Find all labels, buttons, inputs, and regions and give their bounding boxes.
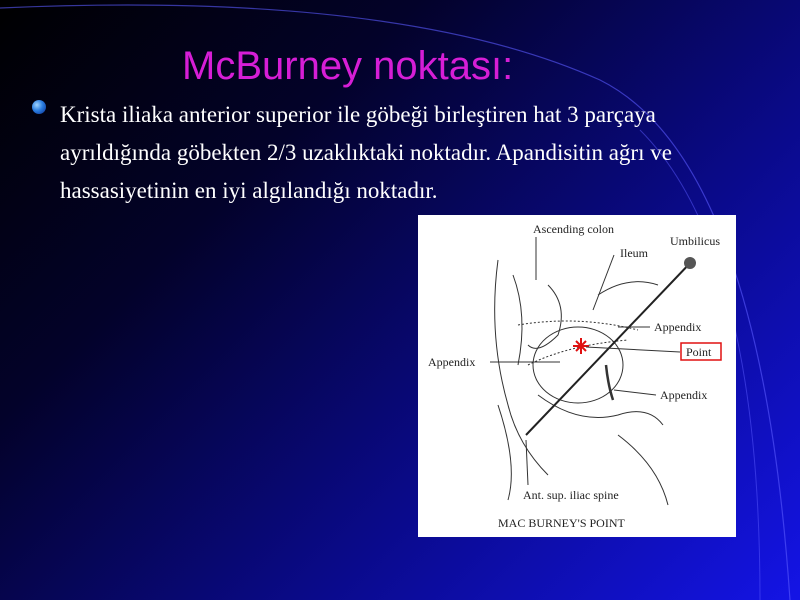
- label-ileum: Ileum: [620, 246, 648, 260]
- slide-title: McBurney noktası:: [182, 44, 514, 88]
- pelvic-line: [538, 395, 663, 425]
- umbilicus-spine-line: [526, 260, 693, 435]
- mcburney-diagram: [418, 215, 736, 537]
- leader-appendix-lower: [614, 390, 656, 395]
- thigh-line-right: [618, 435, 668, 505]
- abdominal-wall-line: [495, 260, 548, 475]
- colon-outline-line: [513, 275, 522, 365]
- label-ascending-colon: Ascending colon: [533, 222, 614, 236]
- mcburney-diagram-drawing: [418, 215, 736, 537]
- vessel-line: [598, 282, 658, 295]
- label-appendix-lower: Appendix: [660, 388, 708, 402]
- label-appendix-upper: Appendix: [654, 320, 702, 334]
- appendix-shape: [606, 365, 613, 400]
- label-point: Point: [686, 345, 712, 359]
- label-iliac-spine: Ant. sup. iliac spine: [523, 488, 619, 502]
- figure-caption: MAC BURNEY'S POINT: [498, 516, 625, 530]
- label-appendix-left: Appendix: [428, 355, 476, 369]
- label-umbilicus: Umbilicus: [670, 234, 720, 248]
- mcburney-point-marker: [573, 338, 589, 354]
- leader-point: [586, 347, 680, 352]
- bullet-dot-icon: [32, 100, 46, 114]
- ileum-line: [518, 321, 638, 330]
- bullet-text: Krista iliaka anterior superior ile göbeği birleştiren hat 3 parçaya ayrıldığında göbekten 2/3 uzaklıktaki noktadır. Apandisitin ağrı ve hassasiyetinin en iyi algılandığı noktadır.: [60, 102, 672, 203]
- umbilicus-mark: [684, 257, 696, 269]
- thigh-line-left: [498, 405, 511, 500]
- leader-iliac-spine: [526, 440, 528, 485]
- leader-ileum: [593, 255, 614, 310]
